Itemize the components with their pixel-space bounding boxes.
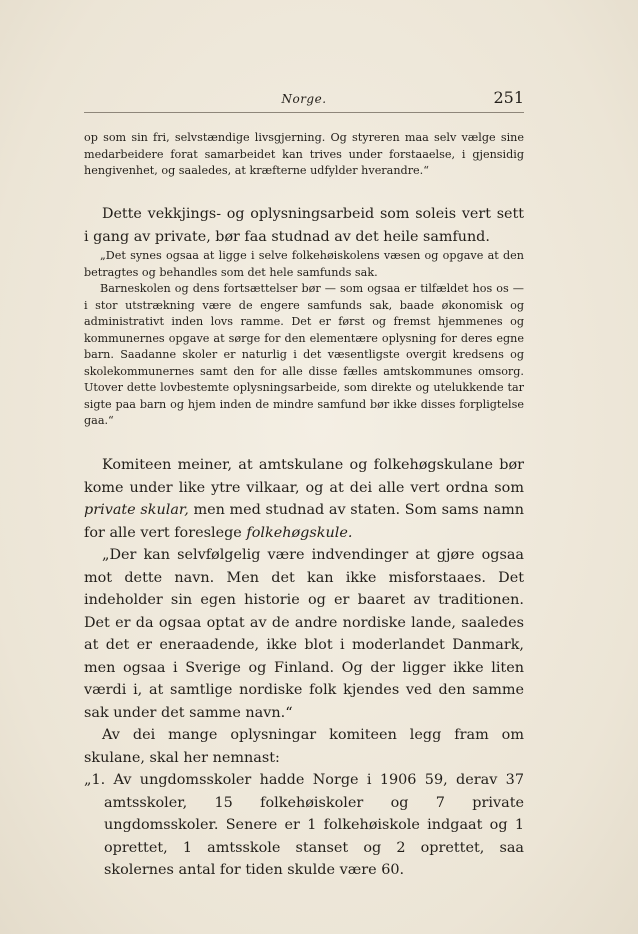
quote-block [84, 248, 524, 430]
running-head [84, 86, 524, 113]
quote-continuation [84, 130, 524, 180]
paragraph-committee [84, 454, 524, 544]
paragraph-committee-text-2: men med studnad av staten. Som sams namn for alle vert foreslege [84, 502, 524, 541]
paragraph-support [84, 203, 524, 248]
quote-continuation-text: op som sin fri, selvstændige livsgjerning. Og styreren maa selv vælge sine medarbeidere forat samarbeidet kan trives under forstaaelse, i gjensidig hengivenhet, og saaledes, at kræfterne udfylder hverandre.“ [84, 131, 524, 177]
running-title: Norge. [281, 92, 327, 106]
main-body [84, 454, 524, 882]
paragraph-committee-text-1: Komiteen meiner, at amtskulane og folkehøgskulane bør kome under like ytre vilkaar, og at dei alle vert ordna som [84, 457, 524, 496]
quote-paragraph-2: Barneskolen og dens fortsættelser bør — som ogsaa er tilfældet hos os — i stor utstrækning være de engere samfunds sak, baade økonomisk og administrativt inden lovs ramme. Det er først og fremst hjemmenes og kommunernes opgave at sørge for den elementære oplysning for deres egne barn. Saadanne skoler er naturlig i det væsentligste overgit kredsens og skolekommunernes samt den for alle disse fælles amtskommunes omsorg. Utover dette lovbestemte oplysningsarbeide, som direkte og utelukkende tar sigte paa barn og hjem inden de mindre samfund bør ikke disses forpligtelse gaa.“ [84, 282, 524, 427]
list-item-1: „1. Av ungdomsskoler hadde Norge i 1906 59, derav 37 amtsskoler, 15 folkehøiskoler og 7 private ungdomsskoler. Senere er 1 folkehøiskole indgaat og 1 oprettet, 1 amtsskole stanset og 2 oprettet, saa skolernes antal for tiden skulde være 60. [84, 772, 524, 878]
emphasis-private-schools: private skular, [84, 502, 189, 518]
paragraph-support-text: Dette vekkjings- og oplysningsarbeid som soleis vert sett i gang av private, bør faa studnad av det heile samfund. [84, 206, 524, 245]
emphasis-folkehogskule: folkehøgskule. [246, 524, 353, 541]
page-number: 251 [493, 88, 524, 107]
paragraph-information: Av dei mange oplysningar komiteen legg fram om skulane, skal her nemnast: [84, 727, 524, 766]
paragraph-name-quote: „Der kan selvfølgelig være indvendinger at gjøre ogsaa mot dette navn. Men det kan ikke misforstaaes. Det indeholder sin egen historie og er baaret av traditionen. Det er da ogsaa optat av de andre nordiske lande, saaledes at det er eneraadende, ikke blot i moderlandet Danmark, men ogsaa i Sverige og Finland. Og der ligger ikke liten værdi i, at samtlige nordiske folk kjendes ved den samme sak under det samme navn.“ [84, 547, 524, 721]
quote-paragraph-1: „Det synes ogsaa at ligge i selve folkehøiskolens væsen og opgave at den betragtes og behandles som det hele samfunds sak. [84, 249, 524, 279]
